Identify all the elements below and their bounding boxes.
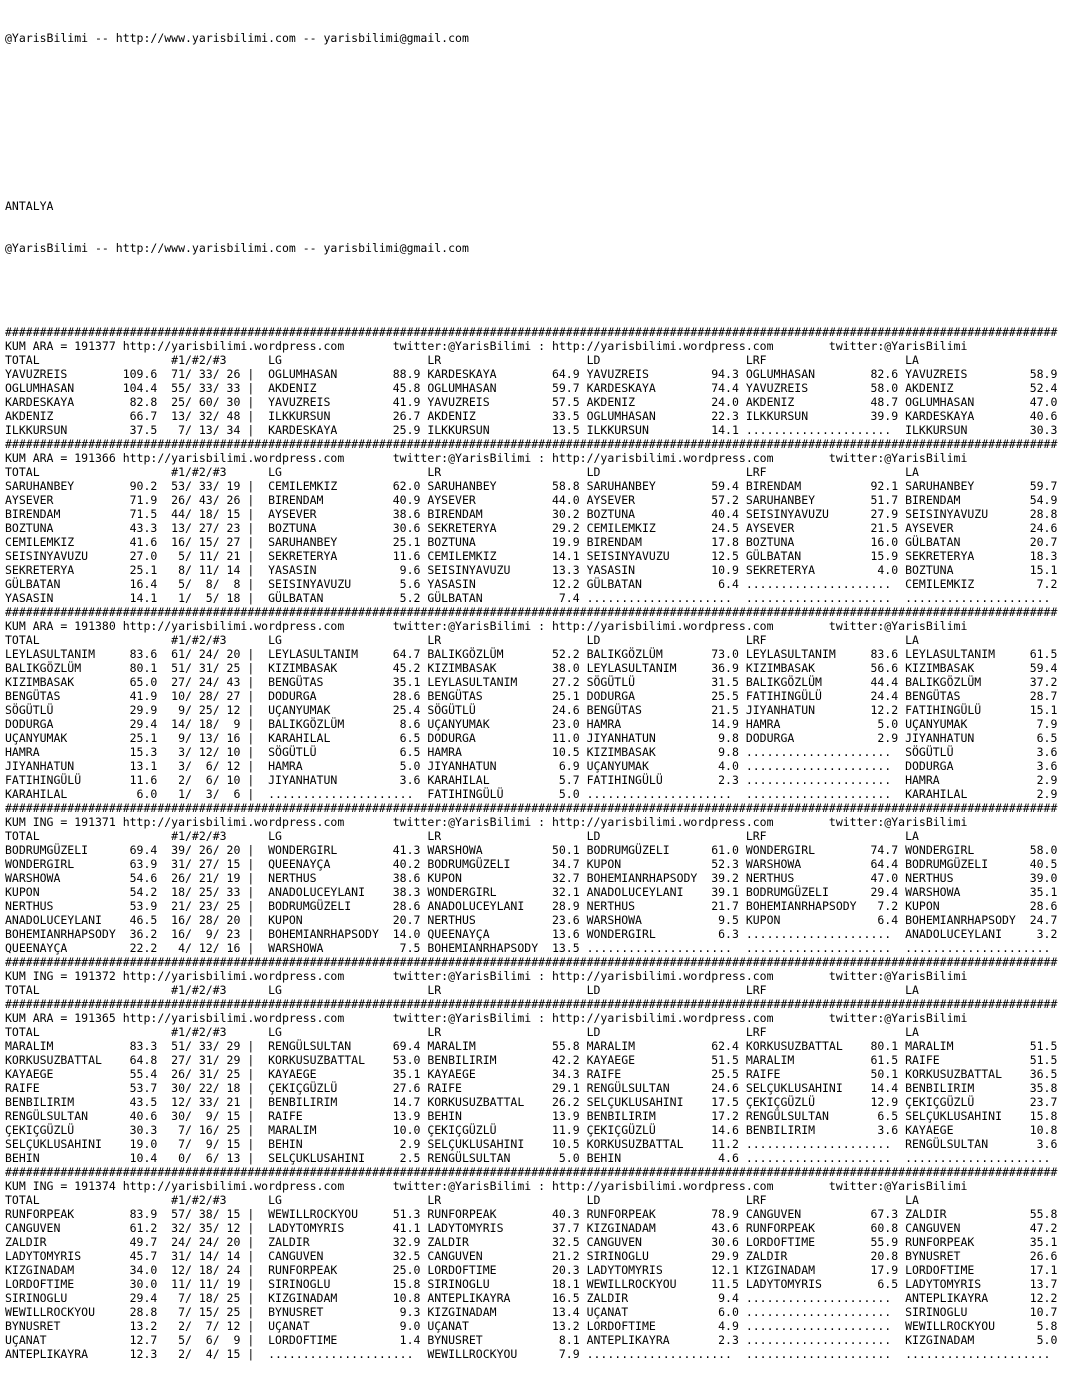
- table-row: BIRENDAM 71.5 44/ 18/ 15 | AYSEVER 38.6 BIRENDAM 30.2 BOZTUNA 40.4 SEISINYAVUZU 27.9 SEISINYAVUZU 28.8: [5, 507, 1058, 521]
- race-sections: [5, 325, 1080, 1361]
- blank-line: [5, 283, 1080, 297]
- table-row: OGLUMHASAN 104.4 55/ 33/ 33 | AKDENIZ 45.8 OGLUMHASAN 59.7 KARDESKAYA 74.4 YAVUZREIS 58.0 AKDENIZ 52.4: [5, 381, 1058, 395]
- table-row: BOZTUNA 43.3 13/ 27/ 23 | BOZTUNA 30.6 SEKRETERYA 29.2 CEMILEMKIZ 24.5 AYSEVER 21.5 AYSEVER 24.6: [5, 521, 1058, 535]
- table-row: QUEENAYÇA 22.2 4/ 12/ 16 | WARSHOWA 7.5 BOHEMIANRHAPSODY 13.5 ..................... ..................... .....................: [5, 941, 1058, 955]
- table-row: LEYLASULTANIM 83.6 61/ 24/ 20 | LEYLASULTANIM 64.7 BALIKGÖZLÜM 52.2 BALIKGÖZLÜM 73.0 LEYLASULTANIM 83.6 LEYLASULTANIM 61.5: [5, 647, 1058, 661]
- table-row: BENBILIRIM 43.5 12/ 33/ 21 | BENBILIRIM 14.7 KORKUSUZBATTAL 26.2 SELÇUKLUSAHINI 17.5 ÇEKIÇGÜZLÜ 12.9 ÇEKIÇGÜZLÜ 23.7: [5, 1095, 1058, 1109]
- table-row: BYNUSRET 13.2 2/ 7/ 12 | UÇANAT 9.0 UÇANAT 13.2 LORDOFTIME 4.9 ..................... WEWILLROCKYOU 5.8: [5, 1319, 1058, 1333]
- section-header: KUM ARA = 191366 http://yarisbilimi.wordpress.com twitter:@YarisBilimi : http://yarisbilimi.wordpress.com twitter:@YarisBilimi: [5, 451, 968, 465]
- table-row: KUPON 54.2 18/ 25/ 33 | ANADOLUCEYLANI 38.3 WONDERGIRL 32.1 ANADOLUCEYLANI 39.1 BODRUMGÜZELI 29.4 WARSHOWA 35.1: [5, 885, 1058, 899]
- section-header: KUM ARA = 191380 http://yarisbilimi.wordpress.com twitter:@YarisBilimi : http://yarisbilimi.wordpress.com twitter:@YarisBilimi: [5, 619, 968, 633]
- table-row: ILKKURSUN 37.5 7/ 13/ 34 | KARDESKAYA 25.9 ILKKURSUN 13.5 ILKKURSUN 14.1 ..................... ILKKURSUN 30.3: [5, 423, 1058, 437]
- credit-line: @YarisBilimi -- http://www.yarisbilimi.com -- yarisbilimi@gmail.com: [5, 31, 469, 45]
- table-row: DODURGA 29.4 14/ 18/ 9 | BALIKGÖZLÜM 8.6 UÇANYUMAK 23.0 HAMRA 14.9 HAMRA 5.0 UÇANYUMAK 7.9: [5, 717, 1058, 731]
- column-header-row: TOTAL #1/#2/#3 LG LR LD LRF LA: [5, 353, 919, 367]
- column-header-row: TOTAL #1/#2/#3 LG LR LD LRF LA: [5, 465, 919, 479]
- table-row: KAYAEGE 55.4 26/ 31/ 25 | KAYAEGE 35.1 KAYAEGE 34.3 RAIFE 25.5 RAIFE 50.1 KORKUSUZBATTAL 36.5: [5, 1067, 1058, 1081]
- table-row: AKDENIZ 66.7 13/ 32/ 48 | ILKKURSUN 26.7 AKDENIZ 33.5 OGLUMHASAN 22.3 ILKKURSUN 39.9 KARDESKAYA 40.6: [5, 409, 1058, 423]
- blank-line: [5, 157, 1080, 171]
- column-header-row: TOTAL #1/#2/#3 LG LR LD LRF LA: [5, 633, 919, 647]
- column-header-row: TOTAL #1/#2/#3 LG LR LD LRF LA: [5, 1193, 919, 1207]
- table-row: SEKRETERYA 25.1 8/ 11/ 14 | YASASIN 9.6 SEISINYAVUZU 13.3 YASASIN 10.9 SEKRETERYA 4.0 BOZTUNA 15.1: [5, 563, 1058, 577]
- table-row: YAVUZREIS 109.6 71/ 33/ 26 | OGLUMHASAN 88.9 KARDESKAYA 64.9 YAVUZREIS 94.3 OGLUMHASAN 82.6 YAVUZREIS 58.9: [5, 367, 1058, 381]
- table-row: BODRUMGÜZELI 69.4 39/ 26/ 20 | WONDERGIRL 41.3 WARSHOWA 50.1 BODRUMGÜZELI 61.0 WONDERGIRL 74.7 WONDERGIRL 58.0: [5, 843, 1058, 857]
- section-header: KUM ARA = 191365 http://yarisbilimi.wordpress.com twitter:@YarisBilimi : http://yarisbilimi.wordpress.com twitter:@YarisBilimi: [5, 1011, 968, 1025]
- blank-line: [5, 73, 1080, 87]
- table-row: CANGUVEN 61.2 32/ 35/ 12 | LADYTOMYRIS 41.1 LADYTOMYRIS 37.7 KIZGINADAM 43.6 RUNFORPEAK 60.8 CANGUVEN 47.2: [5, 1221, 1058, 1235]
- table-row: YASASIN 14.1 1/ 5/ 18 | GÜLBATAN 5.2 GÜLBATAN 7.4 ..................... ..................... .....................: [5, 591, 1058, 605]
- section-separator: ########################################################################################################################################################: [5, 801, 1058, 815]
- table-row: RUNFORPEAK 83.9 57/ 38/ 15 | WEWILLROCKYOU 51.3 RUNFORPEAK 40.3 RUNFORPEAK 78.9 CANGUVEN 67.3 ZALDIR 55.8: [5, 1207, 1058, 1221]
- table-row: SELÇUKLUSAHINI 19.0 7/ 9/ 15 | BEHIN 2.9 SELÇUKLUSAHINI 10.5 KORKUSUZBATTAL 11.2 ..................... RENGÜLSULTAN 3.6: [5, 1137, 1058, 1151]
- table-row: BOHEMIANRHAPSODY 36.2 16/ 9/ 23 | BOHEMIANRHAPSODY 14.0 QUEENAYÇA 13.6 WONDERGIRL 6.3 ..................... ANADOLUCEYLANI 3.2: [5, 927, 1058, 941]
- section-separator: ########################################################################################################################################################: [5, 605, 1058, 619]
- table-row: GÜLBATAN 16.4 5/ 8/ 8 | SEISINYAVUZU 5.6 YASASIN 12.2 GÜLBATAN 6.4 ..................... CEMILEMKIZ 7.2: [5, 577, 1058, 591]
- table-row: HAMRA 15.3 3/ 12/ 10 | SÖGÜTLÜ 6.5 HAMRA 10.5 KIZIMBASAK 9.8 ..................... SÖGÜTLÜ 3.6: [5, 745, 1058, 759]
- table-row: JIYANHATUN 13.1 3/ 6/ 12 | HAMRA 5.0 JIYANHATUN 6.9 UÇANYUMAK 4.0 ..................... DODURGA 3.6: [5, 759, 1058, 773]
- table-row: SEISINYAVUZU 27.0 5/ 11/ 21 | SEKRETERYA 11.6 CEMILEMKIZ 14.1 SEISINYAVUZU 12.5 GÜLBATAN 15.9 SEKRETERYA 18.3: [5, 549, 1058, 563]
- blank-line: [5, 115, 1080, 129]
- table-row: ANTEPLIKAYRA 12.3 2/ 4/ 15 | ..................... WEWILLROCKYOU 7.9 ..................... ..................... .....................: [5, 1347, 1058, 1361]
- table-row: AYSEVER 71.9 26/ 43/ 26 | BIRENDAM 40.9 AYSEVER 44.0 AYSEVER 57.2 SARUHANBEY 51.7 BIRENDAM 54.9: [5, 493, 1058, 507]
- table-row: LADYTOMYRIS 45.7 31/ 14/ 14 | CANGUVEN 32.5 CANGUVEN 21.2 SIRINOGLU 29.9 ZALDIR 20.8 BYNUSRET 26.6: [5, 1249, 1058, 1263]
- table-row: ZALDIR 49.7 24/ 24/ 20 | ZALDIR 32.9 ZALDIR 32.5 CANGUVEN 30.6 LORDOFTIME 55.9 RUNFORPEAK 35.1: [5, 1235, 1058, 1249]
- table-row: SÖGÜTLÜ 29.9 9/ 25/ 12 | UÇANYUMAK 25.4 SÖGÜTLÜ 24.6 BENGÜTAS 21.5 JIYANHATUN 12.2 FATIHINGÜLÜ 15.1: [5, 703, 1058, 717]
- table-row: KARAHILAL 6.0 1/ 3/ 6 | ..................... FATIHINGÜLÜ 5.0 ..................... ..................... KARAHILAL 2.9: [5, 787, 1058, 801]
- table-row: UÇANYUMAK 25.1 9/ 13/ 16 | KARAHILAL 6.5 DODURGA 11.0 JIYANHATUN 9.8 DODURGA 2.9 JIYANHATUN 6.5: [5, 731, 1058, 745]
- table-row: KORKUSUZBATTAL 64.8 27/ 31/ 29 | KORKUSUZBATTAL 53.0 BENBILIRIM 42.2 KAYAEGE 51.5 MARALIM 61.5 RAIFE 51.5: [5, 1053, 1058, 1067]
- table-row: UÇANAT 12.7 5/ 6/ 9 | LORDOFTIME 1.4 BYNUSRET 8.1 ANTEPLIKAYRA 2.3 ..................... KIZGINADAM 5.0: [5, 1333, 1058, 1347]
- table-row: CEMILEMKIZ 41.6 16/ 15/ 27 | SARUHANBEY 25.1 BOZTUNA 19.9 BIRENDAM 17.8 BOZTUNA 16.0 GÜLBATAN 20.7: [5, 535, 1058, 549]
- table-row: FATIHINGÜLÜ 11.6 2/ 6/ 10 | JIYANHATUN 3.6 KARAHILAL 5.7 FATIHINGÜLÜ 2.3 ..................... HAMRA 2.9: [5, 773, 1058, 787]
- table-row: WONDERGIRL 63.9 31/ 27/ 15 | QUEENAYÇA 40.2 BODRUMGÜZELI 34.7 KUPON 52.3 WARSHOWA 64.4 BODRUMGÜZELI 40.5: [5, 857, 1058, 871]
- table-row: SIRINOGLU 29.4 7/ 18/ 25 | KIZGINADAM 10.8 ANTEPLIKAYRA 16.5 ZALDIR 9.4 ..................... ANTEPLIKAYRA 12.2: [5, 1291, 1058, 1305]
- column-header-row: TOTAL #1/#2/#3 LG LR LD LRF LA: [5, 1025, 919, 1039]
- table-row: BEHIN 10.4 0/ 6/ 13 | SELÇUKLUSAHINI 2.5 RENGÜLSULTAN 5.0 BEHIN 4.6 ..................... .....................: [5, 1151, 1058, 1165]
- table-row: ANADOLUCEYLANI 46.5 16/ 28/ 20 | KUPON 20.7 NERTHUS 23.6 WARSHOWA 9.5 KUPON 6.4 BOHEMIANRHAPSODY 24.7: [5, 913, 1058, 927]
- table-row: WARSHOWA 54.6 26/ 21/ 19 | NERTHUS 38.6 KUPON 32.7 BOHEMIANRHAPSODY 39.2 NERTHUS 47.0 NERTHUS 39.0: [5, 871, 1058, 885]
- table-row: BALIKGÖZLÜM 80.1 51/ 31/ 25 | KIZIMBASAK 45.2 KIZIMBASAK 38.0 LEYLASULTANIM 36.9 KIZIMBASAK 56.6 KIZIMBASAK 59.4: [5, 661, 1058, 675]
- section-separator: ########################################################################################################################################################: [5, 955, 1058, 969]
- table-row: RAIFE 53.7 30/ 22/ 18 | ÇEKIÇGÜZLÜ 27.6 RAIFE 29.1 RENGÜLSULTAN 24.6 SELÇUKLUSAHINI 14.4 BENBILIRIM 35.8: [5, 1081, 1058, 1095]
- table-row: KARDESKAYA 82.8 25/ 60/ 30 | YAVUZREIS 41.9 YAVUZREIS 57.5 AKDENIZ 24.0 AKDENIZ 48.7 OGLUMHASAN 47.0: [5, 395, 1058, 409]
- table-row: NERTHUS 53.9 21/ 23/ 25 | BODRUMGÜZELI 28.6 ANADOLUCEYLANI 28.9 NERTHUS 21.7 BOHEMIANRHAPSODY 7.2 KUPON 28.6: [5, 899, 1058, 913]
- track-name: ANTALYA: [5, 199, 54, 213]
- section-separator: ########################################################################################################################################################: [5, 1165, 1058, 1179]
- table-row: SARUHANBEY 90.2 53/ 33/ 19 | CEMILEMKIZ 62.0 SARUHANBEY 58.8 SARUHANBEY 59.4 BIRENDAM 92.1 SARUHANBEY 59.7: [5, 479, 1058, 493]
- section-header: KUM ING = 191372 http://yarisbilimi.wordpress.com twitter:@YarisBilimi : http://yarisbilimi.wordpress.com twitter:@YarisBilimi: [5, 969, 968, 983]
- section-separator: ########################################################################################################################################################: [5, 997, 1058, 1011]
- table-row: BENGÜTAS 41.9 10/ 28/ 27 | DODURGA 28.6 BENGÜTAS 25.1 DODURGA 25.5 FATIHINGÜLÜ 24.4 BENGÜTAS 28.7: [5, 689, 1058, 703]
- section-separator: ########################################################################################################################################################: [5, 325, 1058, 339]
- table-row: RENGÜLSULTAN 40.6 30/ 9/ 15 | RAIFE 13.9 BEHIN 13.9 BENBILIRIM 17.2 RENGÜLSULTAN 6.5 SELÇUKLUSAHINI 15.8: [5, 1109, 1058, 1123]
- table-row: ÇEKIÇGÜZLÜ 30.3 7/ 16/ 25 | MARALIM 10.0 ÇEKIÇGÜZLÜ 11.9 ÇEKIÇGÜZLÜ 14.6 BENBILIRIM 3.6 KAYAEGE 10.8: [5, 1123, 1058, 1137]
- table-row: WEWILLROCKYOU 28.8 7/ 15/ 25 | BYNUSRET 9.3 KIZGINADAM 13.4 UÇANAT 6.0 ..................... SIRINOGLU 10.7: [5, 1305, 1058, 1319]
- column-header-row: TOTAL #1/#2/#3 LG LR LD LRF LA: [5, 983, 919, 997]
- section-header: KUM ARA = 191377 http://yarisbilimi.wordpress.com twitter:@YarisBilimi : http://yarisbilimi.wordpress.com twitter:@YarisBilimi: [5, 339, 968, 353]
- section-header: KUM ING = 191371 http://yarisbilimi.wordpress.com twitter:@YarisBilimi : http://yarisbilimi.wordpress.com twitter:@YarisBilimi: [5, 815, 968, 829]
- column-header-row: TOTAL #1/#2/#3 LG LR LD LRF LA: [5, 829, 919, 843]
- table-row: LORDOFTIME 30.0 11/ 11/ 19 | SIRINOGLU 15.8 SIRINOGLU 18.1 WEWILLROCKYOU 11.5 LADYTOMYRIS 6.5 LADYTOMYRIS 13.7: [5, 1277, 1058, 1291]
- section-header: KUM ING = 191374 http://yarisbilimi.wordpress.com twitter:@YarisBilimi : http://yarisbilimi.wordpress.com twitter:@YarisBilimi: [5, 1179, 968, 1193]
- section-separator: ########################################################################################################################################################: [5, 437, 1058, 451]
- table-row: KIZIMBASAK 65.0 27/ 24/ 43 | BENGÜTAS 35.1 LEYLASULTANIM 27.2 SÖGÜTLÜ 31.5 BALIKGÖZLÜM 44.4 BALIKGÖZLÜM 37.2: [5, 675, 1058, 689]
- table-row: MARALIM 83.3 51/ 33/ 29 | RENGÜLSULTAN 69.4 MARALIM 55.8 MARALIM 62.4 KORKUSUZBATTAL 80.1 MARALIM 51.5: [5, 1039, 1058, 1053]
- table-row: KIZGINADAM 34.0 12/ 18/ 24 | RUNFORPEAK 25.0 LORDOFTIME 20.3 LADYTOMYRIS 12.1 KIZGINADAM 17.9 LORDOFTIME 17.1: [5, 1263, 1058, 1277]
- credit-line: @YarisBilimi -- http://www.yarisbilimi.com -- yarisbilimi@gmail.com: [5, 241, 469, 255]
